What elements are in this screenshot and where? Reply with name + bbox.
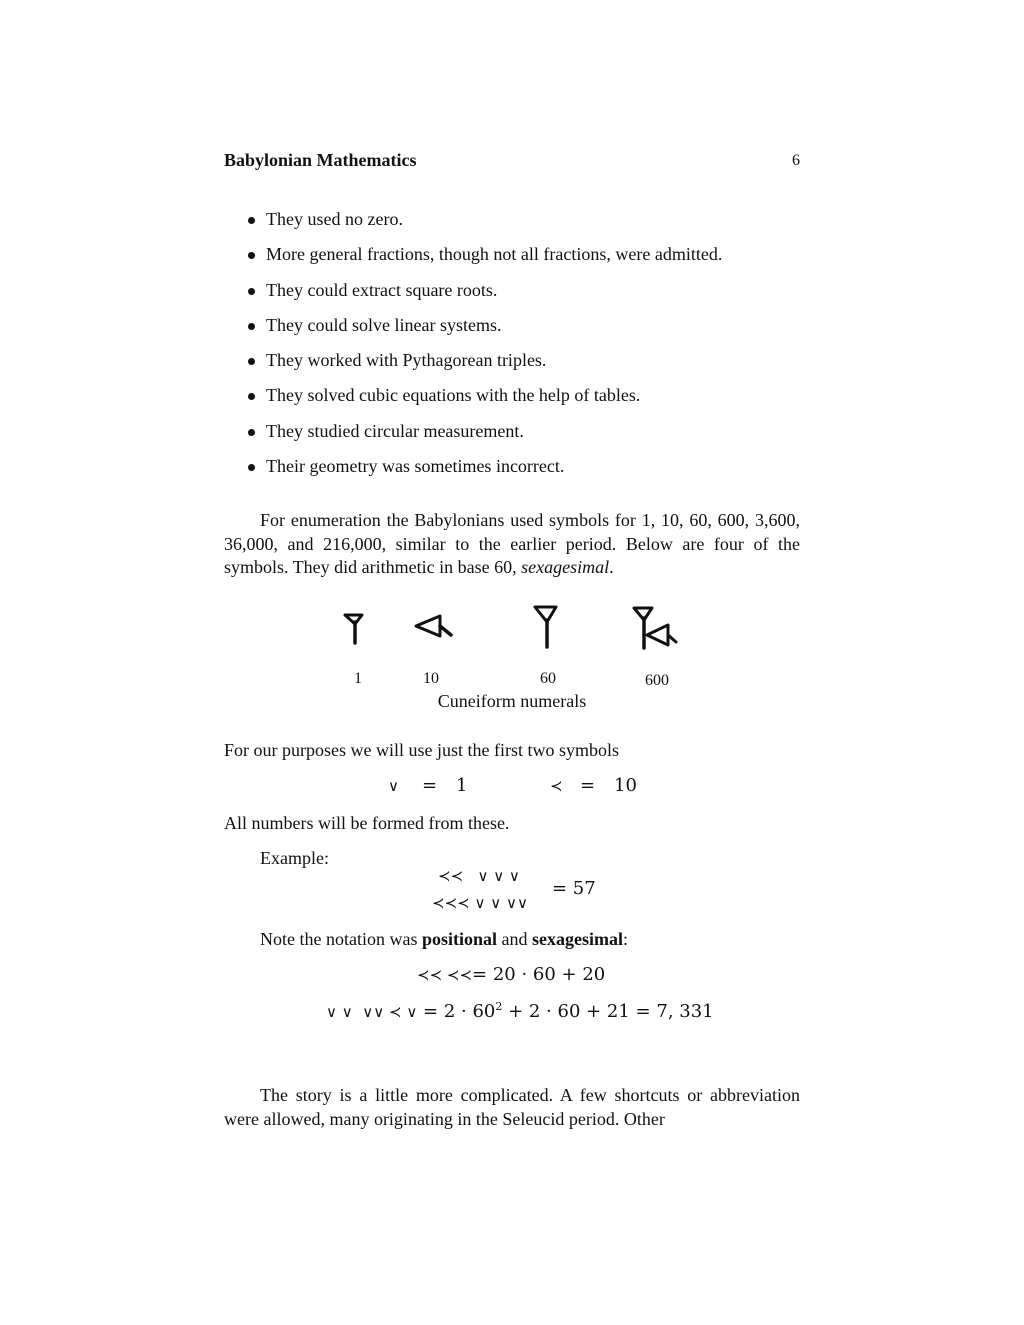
cuneiform-one-icon: [343, 612, 365, 646]
value-one: 1: [456, 775, 468, 796]
numeral-label: 600: [645, 672, 669, 689]
list-item: They used no zero.: [248, 207, 722, 242]
purposes-paragraph: For our purposes we will use just the first two symbols: [224, 740, 619, 760]
cuneiform-ten-icon: [413, 613, 455, 639]
numeral-label: 60: [540, 670, 556, 687]
list-item: They worked with Pythagorean triples.: [248, 348, 722, 383]
page-header: [224, 150, 800, 174]
equals-sign: =: [422, 775, 438, 796]
equals-sign: =: [580, 775, 596, 796]
story-paragraph: The story is a little more complicated. A few shortcuts or abbreviation were allowed, many originating in the Seleucid period. Other: [224, 1085, 800, 1129]
symbol-one: ∨: [388, 777, 399, 795]
bullet-icon: [248, 429, 255, 436]
list-item: Their geometry was sometimes incorrect.: [248, 454, 722, 489]
cuneiform-sixty-icon: [533, 604, 559, 650]
bullet-icon: [248, 358, 255, 365]
feature-list: [248, 207, 722, 489]
example-bottom-symbols: ≺≺≺ ∨ ∨ ∨∨: [432, 894, 528, 912]
formed-paragraph: All numbers will be formed from these.: [224, 813, 510, 833]
numeral-label: 10: [423, 670, 439, 687]
example-label: Example:: [260, 848, 329, 868]
note-paragraph: Note the notation was positional and sexagesimal:: [260, 929, 628, 949]
bullet-icon: [248, 252, 255, 259]
bullet-icon: [248, 323, 255, 330]
bullet-icon: [248, 393, 255, 400]
header-title: Babylonian Mathematics: [224, 150, 417, 170]
equation-positional: ≺≺ ≺≺= 20 · 60 + 20: [417, 964, 606, 985]
list-item: More general fractions, though not all fractions, were admitted.: [248, 242, 722, 277]
cuneiform-six-hundred-icon: [632, 605, 678, 651]
symbol-ten: ≺: [550, 777, 563, 795]
page-number: 6: [792, 152, 800, 169]
value-ten: 10: [614, 775, 637, 796]
example-result: = 57: [552, 878, 596, 899]
enumeration-paragraph: For enumeration the Babylonians used symbols for 1, 10, 60, 600, 3,600, 36,000, and 216,000, similar to the earlier period. Below are four of the symbols. They did arithmetic in base 60, sexagesimal.: [224, 510, 800, 577]
figure-caption: Cuneiform numerals: [437, 691, 587, 711]
list-item: They solved cubic equations with the help of tables.: [248, 383, 722, 418]
bullet-icon: [248, 288, 255, 295]
list-item: They could solve linear systems.: [248, 313, 722, 348]
list-item: They could extract square roots.: [248, 278, 722, 313]
bullet-icon: [248, 217, 255, 224]
numeral-label: 1: [354, 670, 362, 687]
bullet-icon: [248, 464, 255, 471]
list-item: They studied circular measurement.: [248, 419, 722, 454]
example-top-symbols: ≺≺ ∨ ∨ ∨: [438, 867, 520, 885]
equation-sexagesimal: ∨ ∨ ∨∨ ≺ ∨ = $2 \cdot 60^2 + 2 \cdot 60 + 21 = 7$, 331: [326, 1000, 714, 1022]
